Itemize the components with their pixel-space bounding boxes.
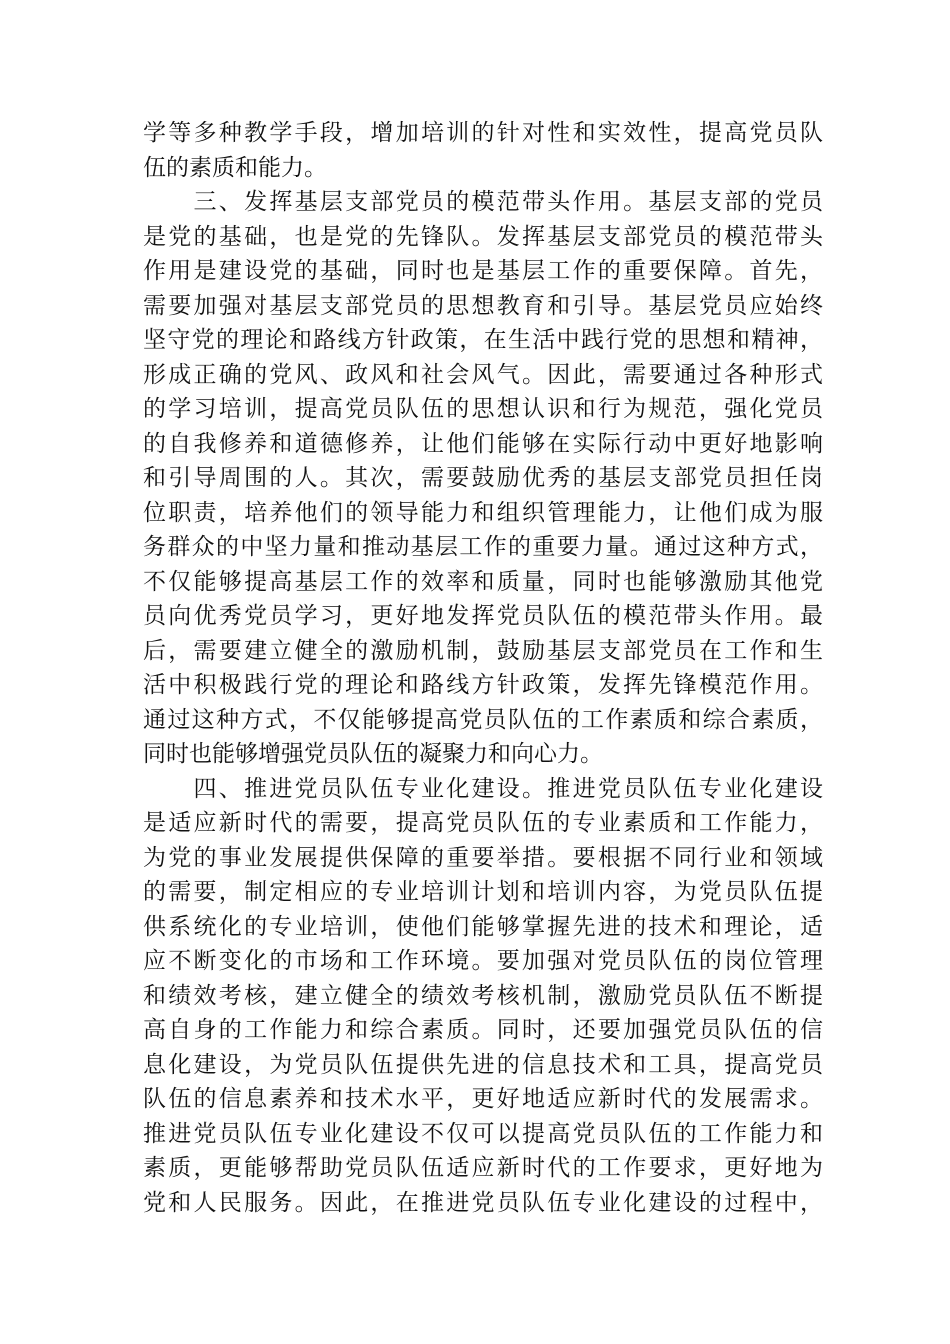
text-line: 和引导周围的人。其次，需要鼓励优秀的基层支部党员担任岗 — [143, 465, 823, 491]
text-line: 务群众的中坚力量和推动基层工作的重要力量。通过这种方式， — [143, 534, 823, 560]
text-line: 通过这种方式，不仅能够提高党员队伍的工作素质和综合素质， — [143, 706, 823, 733]
text-line: 是党的基础，也是党的先锋队。发挥基层支部党员的模范带头 — [143, 223, 823, 250]
text-line: 员向优秀党员学习，更好地发挥党员队伍的模范带头作用。最 — [143, 603, 823, 629]
text-line: 伍的素质和能力。 — [143, 154, 327, 181]
text-line: 供系统化的专业培训，使他们能够掌握先进的技术和理论，适 — [143, 913, 823, 940]
paragraph-start-line: 三、发挥基层支部党员的模范带头作用。基层支部的党员 — [143, 189, 823, 215]
text-line: 作用是建设党的基础，同时也是基层工作的重要保障。首先， — [143, 258, 823, 284]
text-line: 需要加强对基层支部党员的思想教育和引导。基层党员应始终 — [143, 292, 823, 319]
text-line: 不仅能够提高基层工作的效率和质量，同时也能够激励其他党 — [143, 568, 823, 595]
text-line: 形成正确的党风、政风和社会风气。因此，需要通过各种形式 — [143, 361, 823, 388]
text-line: 的学习培训，提高党员队伍的思想认识和行为规范，强化党员 — [143, 396, 823, 422]
text-line: 高自身的工作能力和综合素质。同时，还要加强党员队伍的信 — [143, 1017, 823, 1043]
text-line: 的需要，制定相应的专业培训计划和培训内容，为党员队伍提 — [143, 879, 823, 905]
text-line: 位职责，培养他们的领导能力和组织管理能力，让他们成为服 — [143, 499, 823, 526]
text-line: 素质，更能够帮助党员队伍适应新时代的工作要求，更好地为 — [143, 1155, 823, 1181]
text-line: 应不断变化的市场和工作环境。要加强对党员队伍的岗位管理 — [143, 948, 823, 974]
text-line: 后，需要建立健全的激励机制，鼓励基层支部党员在工作和生 — [143, 637, 823, 664]
text-line: 和绩效考核，建立健全的绩效考核机制，激励党员队伍不断提 — [143, 982, 823, 1009]
text-line: 的自我修养和道德修养，让他们能够在实际行动中更好地影响 — [143, 430, 823, 457]
text-line: 队伍的信息素养和技术水平，更好地适应新时代的发展需求。 — [143, 1086, 823, 1112]
text-line: 学等多种教学手段，增加培训的针对性和实效性，提高党员队 — [143, 120, 823, 146]
text-line: 是适应新时代的需要，提高党员队伍的专业素质和工作能力， — [143, 810, 823, 836]
text-line: 为党的事业发展提供保障的重要举措。要根据不同行业和领域 — [143, 844, 823, 871]
text-line: 推进党员队伍专业化建设不仅可以提高党员队伍的工作能力和 — [143, 1120, 823, 1147]
text-line: 息化建设，为党员队伍提供先进的信息技术和工具，提高党员 — [143, 1051, 823, 1078]
body-text — [143, 116, 823, 1220]
paragraph-start-line: 四、推进党员队伍专业化建设。推进党员队伍专业化建设 — [143, 775, 823, 802]
text-line: 党和人民服务。因此，在推进党员队伍专业化建设的过程中， — [143, 1189, 823, 1216]
text-line: 活中积极践行党的理论和路线方针政策，发挥先锋模范作用。 — [143, 672, 823, 698]
text-line: 同时也能够增强党员队伍的凝聚力和向心力。 — [143, 741, 603, 767]
text-line: 坚守党的理论和路线方针政策，在生活中践行党的思想和精神， — [143, 327, 823, 353]
